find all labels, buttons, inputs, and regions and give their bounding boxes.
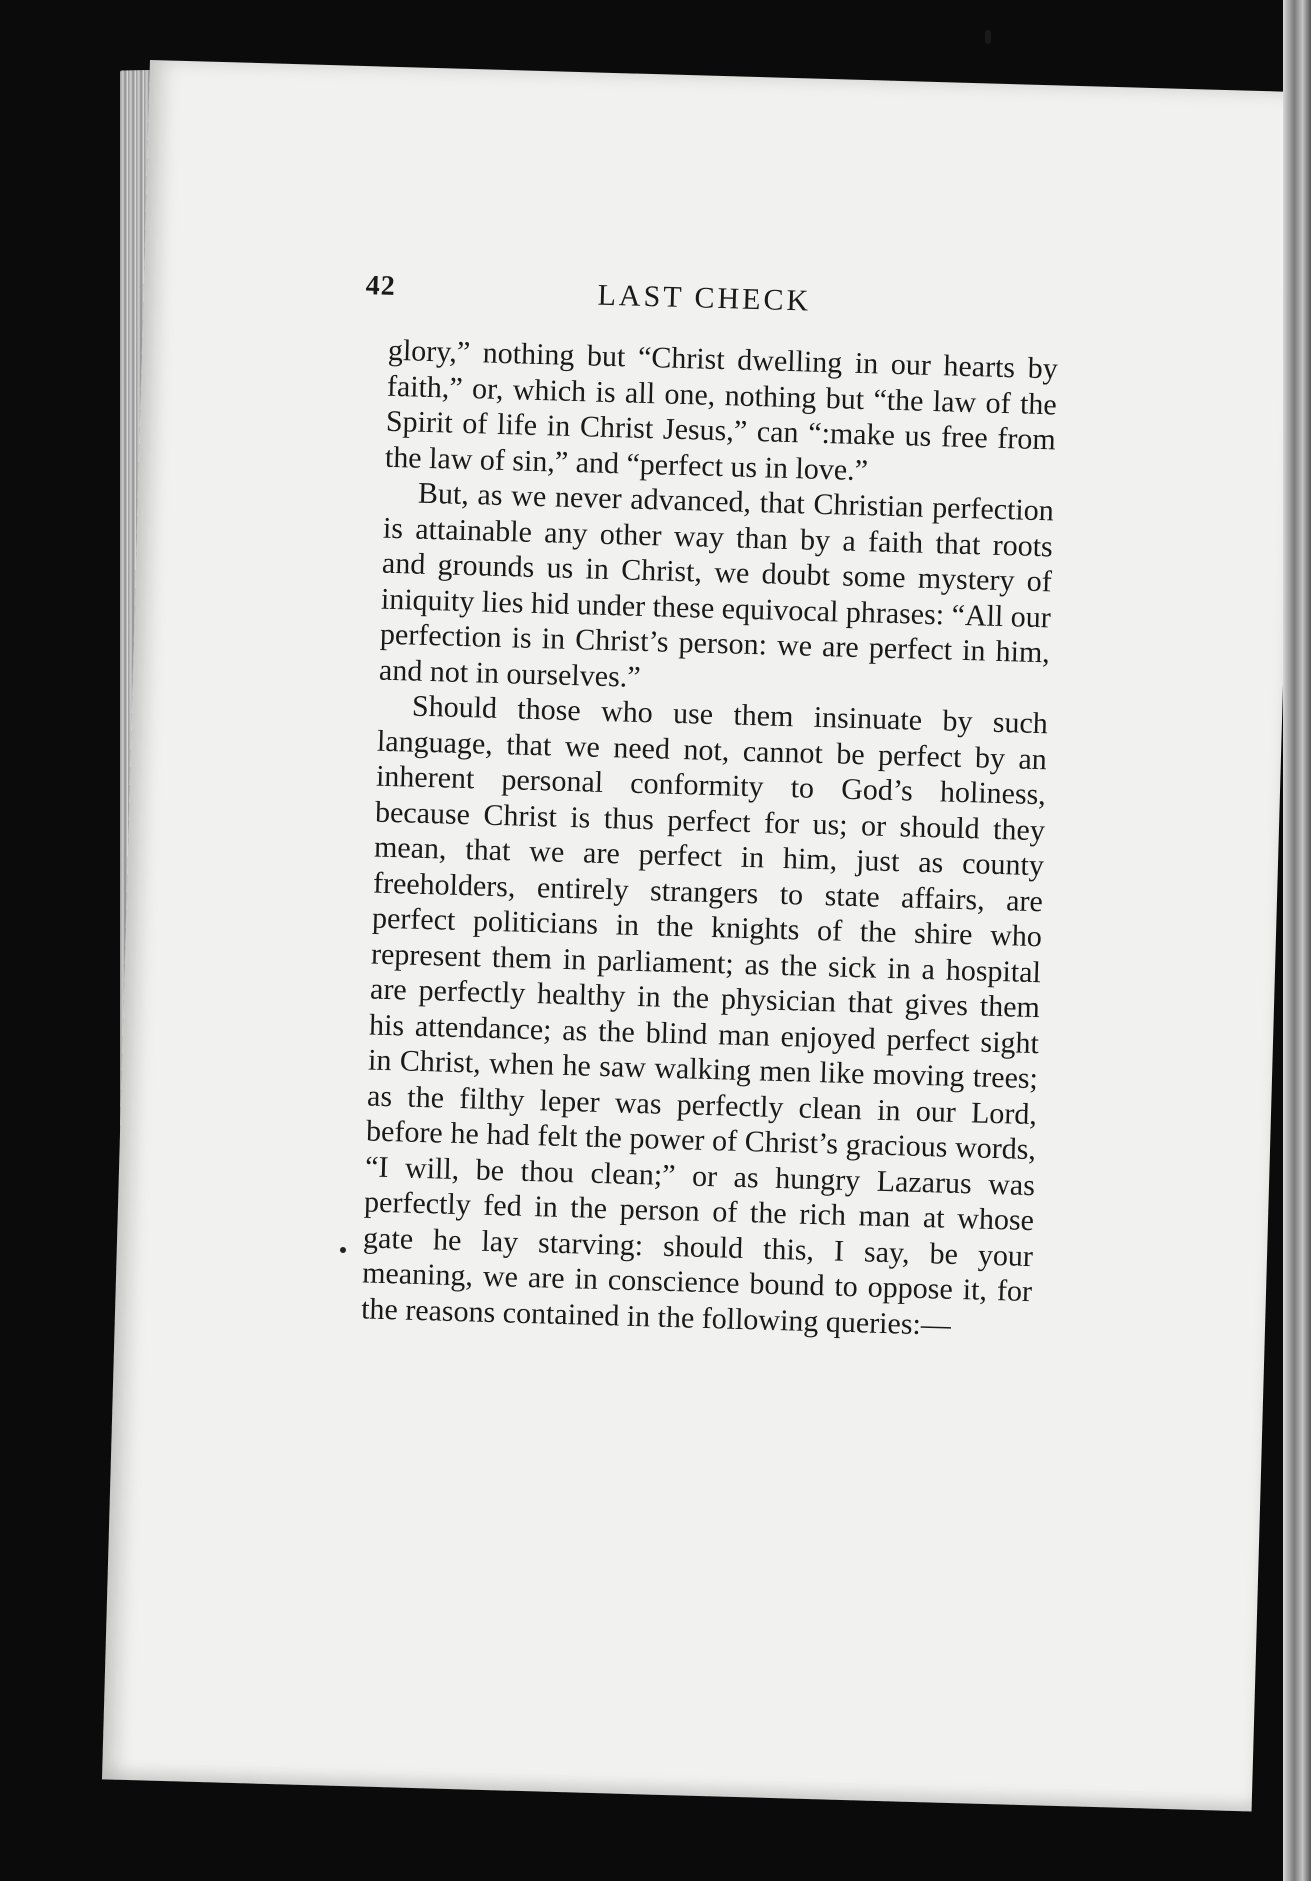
scan-speck	[985, 30, 991, 44]
paragraph-2: But, as we never advanced, that Christian perfection is attainable any other way than by a faith that roots and grounds us in Christ, we doubt some mystery of iniquity lies hid under these equivocal phrases: “All our perfection is in Christ’s person: we are perfect in him, and not in ourselves.”	[378, 476, 1055, 694]
margin-mark	[340, 1247, 346, 1253]
running-head: LAST CHECK	[597, 278, 812, 318]
page-header	[365, 263, 1060, 338]
book-spine-edge	[1283, 0, 1311, 1881]
page-content	[361, 263, 1060, 1345]
book-page	[102, 60, 1300, 1811]
page-number: 42	[365, 270, 397, 302]
paragraph-1: glory,” nothing but “Christ dwelling in our hearts by faith,” or, which is all one, nothing but “the law of the Spirit of life in Christ Jesus,” can “:make us free from the law of sin,” and “perfect us in love.”	[384, 333, 1059, 487]
paragraph-3: Should those who use them insinuate by such language, that we need not, cannot be perfect by an inherent personal conformity to God’s holiness, because Christ is thus perfect for us; or should they mean, that we are perfect in him, just as county freeholders, entirely strangers to state affairs, are perfect politicians in the knights of the shire who represent them in parliament; as the sick in a hospital are perfectly healthy in the physician that gives them his attendance; as the blind man enjoyed perfect sight in Christ, when he saw walking men like moving trees; as the filthy leper was perfectly clean in our Lord, before he had felt the power of Christ’s gracious words, “I will, be thou clean;” or as hungry Lazarus was perfectly fed in the person of the rich man at whose gate he lay starving: should this, I say, be your meaning, we are in conscience bound to oppose it, for the reasons contained in the following queries:—	[360, 689, 1049, 1342]
body-text	[361, 333, 1058, 1345]
